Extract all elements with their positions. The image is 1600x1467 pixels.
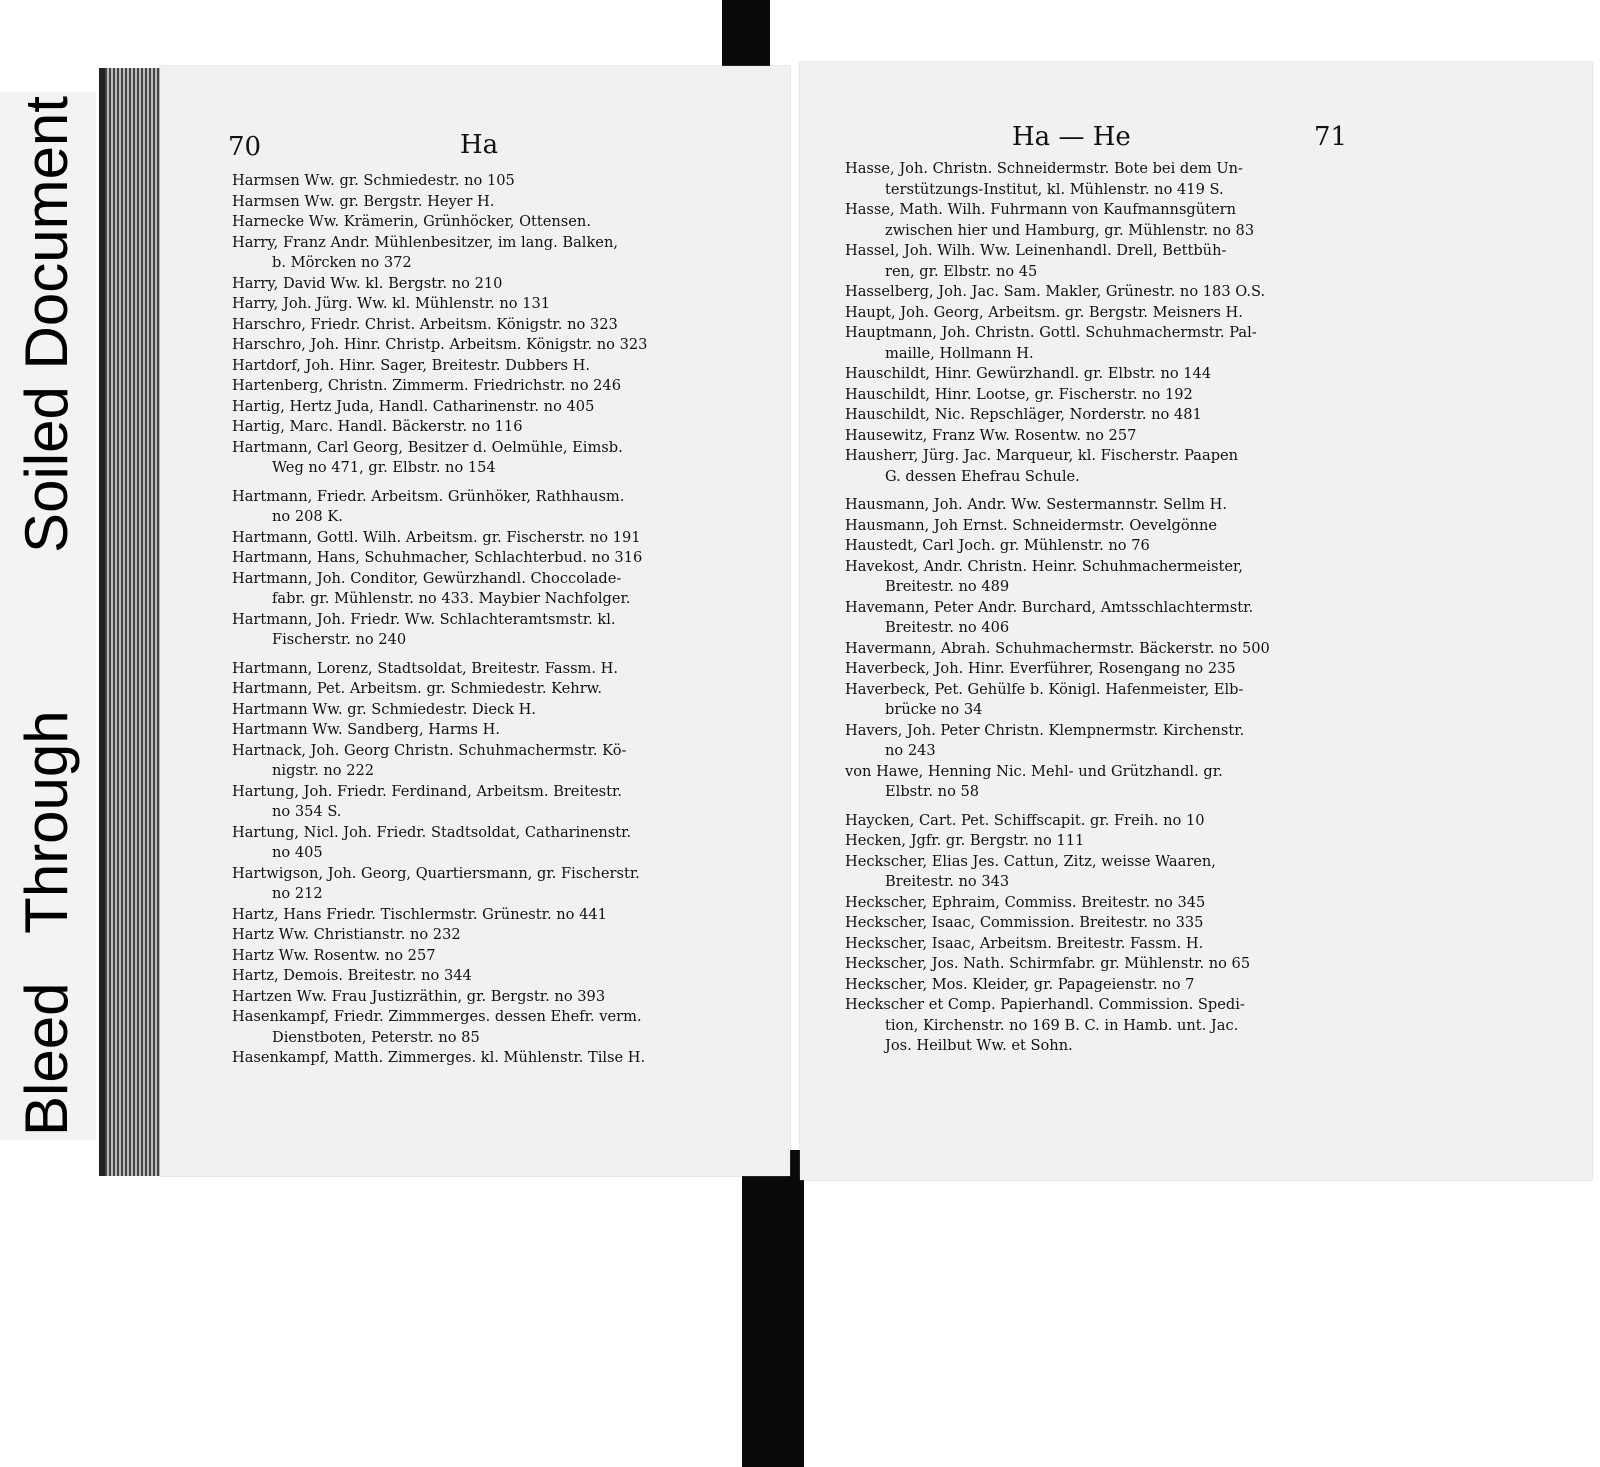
entry-line: terstützungs-Institut, kl. Mühlenstr. no 419 S. bbox=[885, 180, 1224, 198]
entry-line: Harry, David Ww. kl. Bergstr. no 210 bbox=[232, 274, 503, 292]
entry-line: no 405 bbox=[272, 844, 323, 861]
book-edge bbox=[99, 68, 165, 1176]
entry-line: Hartmann, Gottl. Wilh. Arbeitsm. gr. Fischerstr. no 191 bbox=[232, 528, 641, 546]
entry-line: Hartmann Ww. gr. Schmiedestr. Dieck H. bbox=[232, 700, 536, 718]
entry-line: Hartmann, Friedr. Arbeitsm. Grünhöker, Rathhausm. bbox=[232, 487, 625, 505]
entry-line: Harmsen Ww. gr. Schmiedestr. no 105 bbox=[232, 172, 515, 189]
entry-line: Heckscher, Ephraim, Commiss. Breitestr. no 345 bbox=[845, 893, 1206, 911]
entry-line: b. Mörcken no 372 bbox=[272, 254, 412, 271]
entry-line: Hartmann Ww. Sandberg, Harms H. bbox=[232, 721, 501, 738]
entry-line: no 354 S. bbox=[272, 803, 342, 820]
entry-line: Heckscher et Comp. Papierhandl. Commission. Spedi- bbox=[845, 996, 1245, 1013]
entry-line: Hartz Ww. Christianstr. no 232 bbox=[232, 926, 461, 943]
entry-line: Hauschildt, Hinr. Lootse, gr. Fischerstr. no 192 bbox=[845, 385, 1193, 403]
entry-line: Harry, Franz Andr. Mühlenbesitzer, im lang. Balken, bbox=[232, 233, 618, 251]
entry-line: Haupt, Joh. Georg, Arbeitsm. gr. Bergstr. Meisners H. bbox=[845, 303, 1243, 321]
page-number-right: 71 bbox=[1314, 122, 1348, 152]
entry-line: Hassel, Joh. Wilh. Ww. Leinenhandl. Drell, Bettbüh- bbox=[845, 242, 1227, 259]
entry-line: Havemann, Peter Andr. Burchard, Amtsschlachtermstr. bbox=[845, 598, 1254, 616]
entry-line: Harschro, Friedr. Christ. Arbeitsm. Königstr. no 323 bbox=[232, 315, 618, 333]
entry-line: Hartenberg, Christn. Zimmerm. Friedrichstr. no 246 bbox=[232, 377, 621, 394]
stamp-word-soiled-document: Soiled Document bbox=[12, 96, 80, 553]
entry-line: Harnecke Ww. Krämerin, Grünhöcker, Ottensen. bbox=[232, 213, 591, 230]
entry-line: Hartwigson, Joh. Georg, Quartiersmann, gr. Fischerstr. bbox=[232, 864, 640, 882]
entry-line: no 243 bbox=[885, 742, 936, 759]
entry-line: nigstr. no 222 bbox=[272, 762, 375, 779]
entry-line: Havers, Joh. Peter Christn. Klempnermstr. Kirchenstr. bbox=[845, 721, 1245, 739]
entry-line: Dienstboten, Peterstr. no 85 bbox=[272, 1028, 480, 1046]
entry-line: brücke no 34 bbox=[885, 701, 983, 718]
entry-line: Haustedt, Carl Joch. gr. Mühlenstr. no 76 bbox=[845, 537, 1150, 554]
left-page bbox=[160, 66, 790, 1176]
entry-line: Heckscher, Mos. Kleider, gr. Papageienstr. no 7 bbox=[845, 975, 1195, 993]
entry-line: Hartmann, Carl Georg, Besitzer d. Oelmühle, Eimsb. bbox=[232, 438, 623, 456]
entry-line: Hartung, Nicl. Joh. Friedr. Stadtsoldat, Catharinenstr. bbox=[232, 823, 632, 841]
entry-line: Hartmann, Joh. Conditor, Gewürzhandl. Choccolade- bbox=[232, 569, 622, 587]
stamp-word-through: Through bbox=[12, 710, 80, 934]
entry-line: Breitestr. no 489 bbox=[885, 578, 1010, 595]
stamp-word-bleed: Bleed bbox=[12, 982, 80, 1136]
entry-line: Fischerstr. no 240 bbox=[272, 631, 407, 648]
entry-line: Heckscher, Isaac, Commission. Breitestr. no 335 bbox=[845, 914, 1204, 931]
entry-line: Hasse, Math. Wilh. Fuhrmann von Kaufmannsgütern bbox=[845, 201, 1237, 218]
entry-line: Heckscher, Isaac, Arbeitsm. Breitestr. Fassm. H. bbox=[845, 934, 1204, 952]
entry-line: fabr. gr. Mühlenstr. no 433. Maybier Nachfolger. bbox=[272, 590, 631, 607]
entry-line: Hartz, Demois. Breitestr. no 344 bbox=[232, 967, 472, 984]
entry-line: Jos. Heilbut Ww. et Sohn. bbox=[885, 1037, 1073, 1054]
entry-line: Hartig, Marc. Handl. Bäckerstr. no 116 bbox=[232, 418, 523, 435]
entry-line: Hausmann, Joh Ernst. Schneidermstr. Oevelgönne bbox=[845, 516, 1218, 534]
entry-line: Hasenkampf, Matth. Zimmerges. kl. Mühlenstr. Tilse H. bbox=[232, 1049, 646, 1066]
entry-line: Haverbeck, Joh. Hinr. Everführer, Rosengang no 235 bbox=[845, 660, 1236, 677]
directory-entries-left bbox=[232, 171, 784, 1069]
entry-line: ren, gr. Elbstr. no 45 bbox=[885, 262, 1038, 280]
page-number-left: 70 bbox=[228, 132, 262, 162]
entry-line: Harschro, Joh. Hinr. Christp. Arbeitsm. Königstr. no 323 bbox=[232, 336, 648, 353]
entry-line: Hartz, Hans Friedr. Tischlermstr. Grünestr. no 441 bbox=[232, 905, 607, 923]
entry-line: Harmsen Ww. gr. Bergstr. Heyer H. bbox=[232, 192, 495, 210]
entry-line: Hauptmann, Joh. Christn. Gottl. Schuhmachermstr. Pal- bbox=[845, 324, 1257, 341]
entry-line: Hartmann, Lorenz, Stadtsoldat, Breitestr. Fassm. H. bbox=[232, 659, 619, 677]
entry-line: Weg no 471, gr. Elbstr. no 154 bbox=[272, 459, 496, 476]
entry-line: Harry, Joh. Jürg. Ww. kl. Mühlenstr. no 131 bbox=[232, 295, 551, 312]
entry-line: maille, Hollmann H. bbox=[885, 344, 1034, 362]
running-head-left: Ha bbox=[460, 130, 499, 160]
entry-line: Breitestr. no 343 bbox=[885, 873, 1010, 890]
entry-line: Hausmann, Joh. Andr. Ww. Sestermannstr. Sellm H. bbox=[845, 496, 1227, 513]
entry-line: Hauschildt, Hinr. Gewürzhandl. gr. Elbstr. no 144 bbox=[845, 365, 1212, 382]
entry-line: Elbstr. no 58 bbox=[885, 783, 980, 800]
binding-spine-top bbox=[722, 0, 770, 70]
entry-line: no 212 bbox=[272, 885, 323, 902]
right-page bbox=[800, 62, 1592, 1180]
entry-line: Hauschildt, Nic. Repschläger, Norderstr. no 481 bbox=[845, 406, 1202, 423]
entry-line: Hartdorf, Joh. Hinr. Sager, Breitestr. Dubbers H. bbox=[232, 356, 591, 374]
entry-line: Hartmann, Joh. Friedr. Ww. Schlachteramtsmstr. kl. bbox=[232, 610, 616, 628]
entry-line: G. dessen Ehefrau Schule. bbox=[885, 467, 1080, 485]
entry-line: Hartz Ww. Rosentw. no 257 bbox=[232, 946, 436, 964]
entry-line: no 208 K. bbox=[272, 508, 343, 525]
entry-line: Hartzen Ww. Frau Justizräthin, gr. Bergstr. no 393 bbox=[232, 987, 606, 1005]
entry-line: Hausewitz, Franz Ww. Rosentw. no 257 bbox=[845, 426, 1137, 444]
directory-entries-right bbox=[845, 159, 1580, 1057]
entry-line: Hartnack, Joh. Georg Christn. Schuhmachermstr. Kö- bbox=[232, 741, 627, 759]
entry-line: Havermann, Abrah. Schuhmachermstr. Bäckerstr. no 500 bbox=[845, 639, 1270, 657]
entry-line: Breitestr. no 406 bbox=[885, 619, 1010, 636]
entry-line: Haycken, Cart. Pet. Schiffscapit. gr. Freih. no 10 bbox=[845, 811, 1205, 829]
entry-line: zwischen hier und Hamburg, gr. Mühlenstr. no 83 bbox=[885, 221, 1255, 239]
entry-line: Hartmann, Hans, Schuhmacher, Schlachterbud. no 316 bbox=[232, 549, 643, 566]
entry-line: Hartung, Joh. Friedr. Ferdinand, Arbeitsm. Breitestr. bbox=[232, 782, 622, 800]
entry-line: tion, Kirchenstr. no 169 B. C. in Hamb. unt. Jac. bbox=[885, 1016, 1239, 1034]
bleed-through-soiled-stamp bbox=[12, 96, 80, 1136]
entry-line: Hecken, Jgfr. gr. Bergstr. no 111 bbox=[845, 832, 1085, 849]
entry-line: Heckscher, Jos. Nath. Schirmfabr. gr. Mühlenstr. no 65 bbox=[845, 955, 1251, 972]
entry-line: Hasse, Joh. Christn. Schneidermstr. Bote bei dem Un- bbox=[845, 160, 1243, 177]
running-head-right: Ha — He bbox=[1012, 122, 1131, 152]
binding-spine-bottom bbox=[742, 1150, 804, 1467]
entry-line: Heckscher, Elias Jes. Cattun, Zitz, weisse Waaren, bbox=[845, 852, 1216, 870]
entry-line: Hasselberg, Joh. Jac. Sam. Makler, Grünestr. no 183 O.S. bbox=[845, 283, 1266, 300]
entry-line: Hartmann, Pet. Arbeitsm. gr. Schmiedestr. Kehrw. bbox=[232, 680, 603, 697]
entry-line: Hartig, Hertz Juda, Handl. Catharinenstr. no 405 bbox=[232, 397, 595, 415]
entry-line: von Hawe, Henning Nic. Mehl- und Grützhandl. gr. bbox=[845, 762, 1223, 780]
entry-line: Hausherr, Jürg. Jac. Marqueur, kl. Fischerstr. Paapen bbox=[845, 447, 1239, 464]
entry-line: Haverbeck, Pet. Gehülfe b. Königl. Hafenmeister, Elb- bbox=[845, 680, 1244, 698]
entry-line: Havekost, Andr. Christn. Heinr. Schuhmachermeister, bbox=[845, 557, 1244, 575]
entry-line: Hasenkampf, Friedr. Zimmmerges. dessen Ehefr. verm. bbox=[232, 1008, 642, 1025]
